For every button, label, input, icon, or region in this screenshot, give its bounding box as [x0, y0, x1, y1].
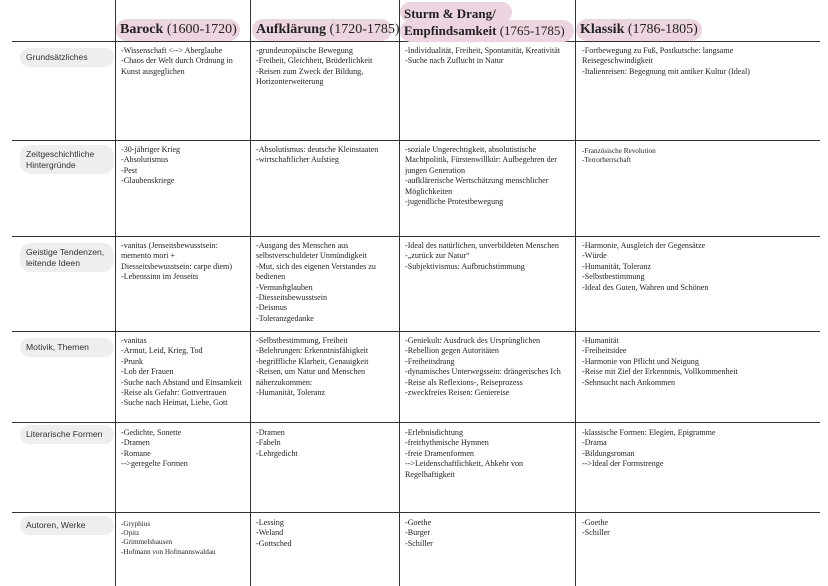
cell-klassik-grundsaetzliches: -Fortbewegung zu Fuß, Postkutsche: langsame Reisegeschwindigkeit -Italienreisen: Begegnung mit antiker Kultur (Ideal) — [582, 46, 750, 76]
cell-barock-zeitgeschichte: -30-jähriger Krieg -Absolutismus -Pest -Glaubenskriege — [121, 145, 181, 186]
cell-aufklaerung-grundsaetzliches: -grundeuropäische Bewegung -Freiheit, Gleichheit, Brüderlichkeit -Reisen zum Zweck der Bildung, Horizonterweiterung — [256, 46, 373, 87]
row-label-zeitgeschichte: Zeitgeschichtliche Hintergründe — [20, 145, 114, 174]
cell-klassik-autoren: -Goethe -Schiller — [582, 518, 610, 538]
cell-aufklaerung-zeitgeschichte: -Absolutismus: deutsche Kleinstaaten -wirtschaftlicher Aufstieg — [256, 145, 379, 165]
column-name-line2: Empfindsamkeit — [404, 23, 497, 38]
column-divider — [115, 0, 116, 586]
cell-klassik-formen: -klassische Formen: Elegien, Epigramme -Drama -Bildungsroman -->Ideal der Formstrenge — [582, 428, 716, 469]
row-label-literarische-formen: Literarische Formen — [20, 425, 114, 444]
column-name: Klassik — [580, 22, 625, 37]
cell-barock-grundsaetzliches: -Wissenschaft <--> Aberglaube -Chaos der Welt durch Ordnung in Kunst ausgeglichen — [121, 46, 233, 76]
row-label-geistige-tendenzen: Geistige Tendenzen, leitende Ideen — [20, 243, 114, 272]
cell-barock-motivik: -vanitas -Armut, Leid, Krieg, Tod -Prunk -Lob der Frauen -Suche nach Abstand und Einsamkeit -Reise als Gefahr: Gottvertrauen -Suche nach Heimat, Liebe, Gott — [121, 336, 242, 408]
column-years: (1600-1720) — [166, 22, 237, 37]
cell-aufklaerung-autoren: -Lessing -Weland -Gottsched — [256, 518, 292, 548]
column-divider — [575, 0, 576, 586]
column-name: Barock — [120, 22, 164, 37]
row-divider — [12, 331, 820, 332]
row-divider — [12, 512, 820, 513]
column-years: (1765-1785) — [499, 23, 565, 38]
column-years: (1786-1805) — [627, 22, 698, 37]
header-sturm-und-drang — [404, 5, 565, 39]
row-divider — [12, 140, 820, 141]
column-divider — [399, 0, 400, 586]
cell-sturm-autoren: -Goethe -Burger -Schiller — [405, 518, 433, 548]
row-label-grundsaetzliches: Grundsätzliches — [20, 48, 114, 67]
cell-barock-tendenzen: -vanitas (Jenseitsbewusstsein: memento mori + Diesseitsbewusstsein: carpe diem) -Lebenssinn im Jenseits — [121, 241, 233, 282]
cell-klassik-motivik: -Humanität -Freiheitsidee -Harmonie von Pflicht und Neigung -Reise mit Ziel der Erkenntnis, Vollkommenheit -Sehnsucht nach Ankommen — [582, 336, 738, 387]
row-divider — [12, 422, 820, 423]
cell-sturm-grundsaetzliches: -Individualität, Freiheit, Spontanität, Kreativität -Suche nach Zuflucht in Natur — [405, 46, 561, 66]
cell-barock-autoren: -Gryphius -Opitz -Grimmelshausen -Hofmann von Hofmannswaldau — [121, 520, 216, 556]
header-klassik — [580, 22, 698, 37]
header-aufklaerung — [256, 22, 400, 37]
cell-klassik-zeitgeschichte: -Französische Revolution -Terrorherrschaft — [582, 147, 656, 165]
cell-klassik-tendenzen: -Harmonie, Ausgleich der Gegensätze -Würde -Humanität, Toleranz -Selbstbestimmung -Ideal des Guten, Wahren und Schönen — [582, 241, 709, 292]
cell-aufklaerung-motivik: -Selbstbestimmung, Freiheit -Belehrungen: Erkenntnisfähigkeit -begriffliche Klarheit, Genauigkeit -Reisen, um Natur und Menschen näherzukommen: -Humanität, Toleranz — [256, 336, 369, 398]
cell-sturm-tendenzen: -Ideal des natürlichen, unverbildeten Menschen -„zurück zur Natur“ -Subjektivismus: Aufbruchstimmung — [405, 241, 559, 271]
header-barock — [120, 22, 237, 37]
cell-sturm-motivik: -Geniekult: Ausdruck des Ursprünglichen -Rebellion gegen Autoritäten -Freiheitsdrang -dynamisches Unterwegssein: drängerisches Ich -Reise als Reflexions-, Reiseprozess -zweckfreies Reisen: Geniereise — [405, 336, 561, 398]
row-divider — [12, 236, 820, 237]
cell-aufklaerung-tendenzen: -Ausgang des Menschen aus selbstverschuldeter Unmündigkeit -Mut, sich des eigenen Verstandes zu bedienen -Vernunftglauben -Diesseitsbewusstsein -Deismus -Toleranzgedanke — [256, 241, 376, 323]
cell-sturm-zeitgeschichte: -soziale Ungerechtigkeit, absolutistische Machtpolitik, Fürstenwillkür: Aufbegehren der jungen Generation -aufklärerische Wertschätzung menschlicher Möglichkeiten -jugendliche Protestbewegung — [405, 145, 557, 207]
row-label-autoren: Autoren, Werke — [20, 516, 114, 535]
column-years: (1720-1785) — [329, 22, 400, 37]
column-name: Aufklärung — [256, 22, 327, 37]
cell-sturm-formen: -Erlebnisdichtung -freirhythmische Hymnen -freie Dramenformen -->Leidenschaftlichkeit, Abkehr von Regelhaftigkeit — [405, 428, 524, 479]
column-name: Sturm & Drang/ — [404, 6, 496, 21]
column-divider — [250, 0, 251, 586]
row-label-motivik: Motivik, Themen — [20, 338, 114, 357]
cell-aufklaerung-formen: -Dramen -Fabeln -Lehrgedicht — [256, 428, 298, 458]
cell-barock-formen: -Gedichte, Sonette -Dramen -Romane -->geregelte Formen — [121, 428, 188, 469]
